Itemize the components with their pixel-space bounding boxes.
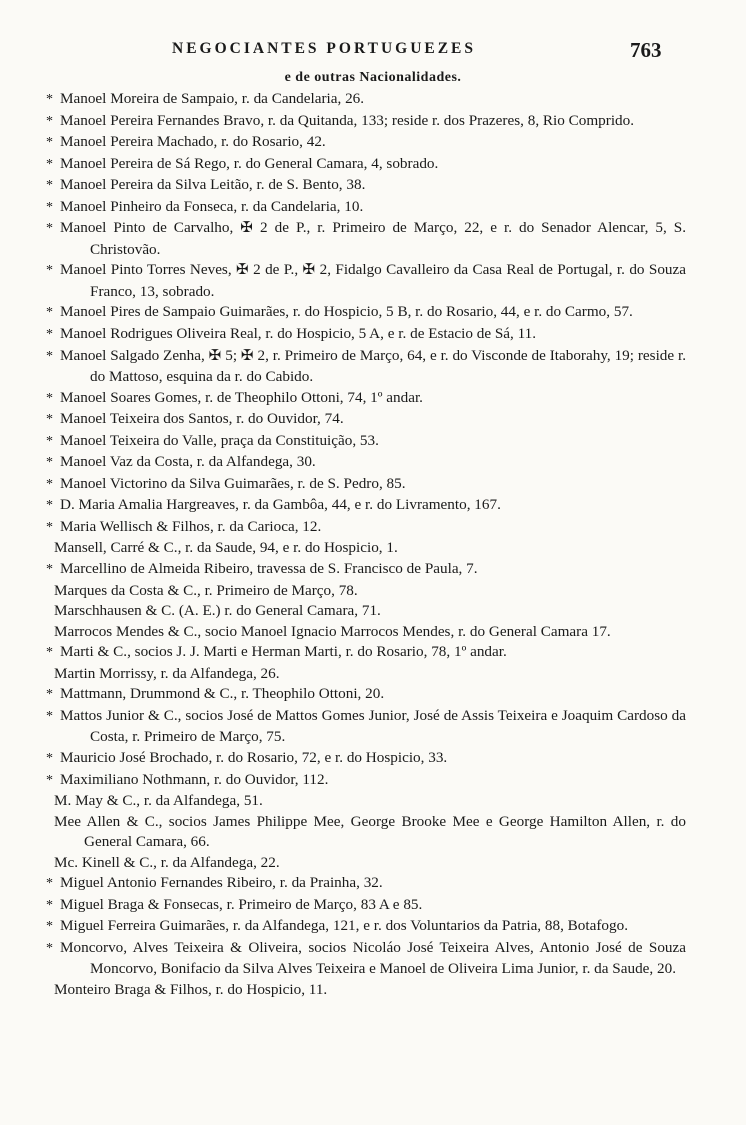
list-item xyxy=(0,812,746,853)
entry-text: M. May & C., r. da Alfandega, 51. xyxy=(54,792,263,810)
entry-text: Manoel Soares Gomes, r. de Theophilo Ottoni, 74, 1º andar. xyxy=(60,388,423,406)
entry-text: Manoel Moreira de Sampaio, r. da Candelaria, 26. xyxy=(60,90,365,107)
list-item xyxy=(0,538,746,559)
entry-text: Miguel Ferreira Guimarães, r. da Alfandega, 121, e r. dos Voluntarios da Patria, 88, Botafogo. xyxy=(60,917,628,935)
entry-text: Martin Morrissy, r. da Alfandega, 26. xyxy=(54,664,280,682)
list-item xyxy=(0,622,746,643)
list-item: * Manoel Pereira Machado, r. do Rosario, 42. xyxy=(46,133,326,151)
list-item: * Manoel Victorino da Silva Guimarães, r. de S. Pedro, 85. xyxy=(46,474,406,492)
list-item: * Moncorvo, Alves Teixeira & Oliveira, socios Nicoláo José Teixeira Alves, Antonio José de Souza Moncorvo, Bonifacio da Silva Alves Teixeira e Manoel de Oliveira Lima Junior, r. da Saude, 20. xyxy=(46,938,686,978)
entry-text: Manoel Pinto de Carvalho, ✠ 2 de P., r. Primeiro de Março, 22, e r. do Senador Alencar, 5, S. Christovão. xyxy=(60,219,686,258)
entry-text: Manoel Pinto Torres Neves, ✠ 2 de P., ✠ 2, Fidalgo Cavalleiro da Casa Real de Portugal, r. do Souza Franco, 13, sobrado. xyxy=(60,261,686,300)
entry-text: Miguel Braga & Fonsecas, r. Primeiro de Março, 83 A e 85. xyxy=(60,895,423,913)
list-item: * Manoel Pinto Torres Neves, ✠ 2 de P., ✠ 2, Fidalgo Cavalleiro da Casa Real de Portugal, r. do Souza Franco, 13, sobrado. xyxy=(46,261,686,300)
list-item: * Manoel Vaz da Costa, r. da Alfandega, 30. xyxy=(46,453,316,471)
list-item: * D. Maria Amalia Hargreaves, r. da Gambôa, 44, e r. do Livramento, 167. xyxy=(46,496,501,514)
entry-text: Manoel Vaz da Costa, r. da Alfandega, 30. xyxy=(60,453,316,471)
list-item: * Manoel Salgado Zenha, ✠ 5; ✠ 2, r. Primeiro de Março, 64, e r. do Visconde de Itaborahy, 19; reside r. do Mattoso, esquina da r. do Cabido. xyxy=(46,346,686,386)
entry-text: Marti & C., socios J. J. Marti e Herman Marti, r. do Rosario, 78, 1º andar. xyxy=(60,643,507,661)
list-item: * Manoel Pereira de Sá Rego, r. do General Camara, 4, sobrado. xyxy=(46,154,439,172)
list-item: * Manoel Pinheiro da Fonseca, r. da Candelaria, 10. xyxy=(46,197,364,215)
list-item xyxy=(0,791,746,812)
entry-text: Mattmann, Drummond & C., r. Theophilo Ottoni, 20. xyxy=(60,685,385,703)
list-item: * Manoel Pinto de Carvalho, ✠ 2 de P., r. Primeiro de Março, 22, e r. do Senador Alencar, 5, S. Christovão. xyxy=(46,219,686,258)
list-item: * Manoel Teixeira do Valle, praça da Constituição, 53. xyxy=(46,431,379,449)
list-item xyxy=(0,601,746,622)
entry-text: Manoel Rodrigues Oliveira Real, r. do Hospicio, 5 A, e r. de Estacio de Sá, 11. xyxy=(60,325,537,343)
entry-text: Manoel Pereira Machado, r. do Rosario, 42. xyxy=(60,133,326,151)
list-item: * Mattos Junior & C., socios José de Mattos Gomes Junior, José de Assis Teixeira e Joaquim Cardoso da Costa, r. Primeiro de Março, 75. xyxy=(46,706,686,746)
list-item: * Marti & C., socios J. J. Marti e Herman Marti, r. do Rosario, 78, 1º andar. xyxy=(46,643,507,661)
entry-text: Manoel Pereira da Silva Leitão, r. de S. Bento, 38. xyxy=(60,176,366,194)
entry-text: Maria Wellisch & Filhos, r. da Carioca, 12. xyxy=(60,517,322,535)
entry-text: Manoel Teixeira do Valle, praça da Constituição, 53. xyxy=(60,431,379,449)
list-item xyxy=(0,853,746,874)
list-item xyxy=(0,581,746,602)
entry-text: Manoel Pereira de Sá Rego, r. do General Camara, 4, sobrado. xyxy=(60,154,439,172)
list-item: * Miguel Ferreira Guimarães, r. da Alfandega, 121, e r. dos Voluntarios da Patria, 88, Botafogo. xyxy=(46,917,628,935)
page-number: 763 xyxy=(630,38,662,62)
running-title: NEGOCIANTES PORTUGUEZES xyxy=(172,40,477,57)
list-item: * Manoel Pereira Fernandes Bravo, r. da Quitanda, 133; reside r. dos Prazeres, 8, Rio Comprido. xyxy=(46,111,635,129)
entry-text: Marcellino de Almeida Ribeiro, travessa de S. Francisco de Paula, 7. xyxy=(60,560,478,578)
list-item: * Manoel Pereira da Silva Leitão, r. de S. Bento, 38. xyxy=(46,176,366,194)
list-item: * Maximiliano Nothmann, r. do Ouvidor, 112. xyxy=(46,770,329,788)
entry-text: D. Maria Amalia Hargreaves, r. da Gambôa, 44, e r. do Livramento, 167. xyxy=(60,496,501,514)
page-header xyxy=(0,38,746,68)
list-item xyxy=(0,664,746,685)
list-item: * Miguel Braga & Fonsecas, r. Primeiro de Março, 83 A e 85. xyxy=(46,895,423,913)
entry-text: Moncorvo, Alves Teixeira & Oliveira, socios Nicoláo José Teixeira Alves, Antonio José de Souza Moncorvo, Bonifacio da Silva Alves Teixeira e Manoel de Oliveira Lima Junior, r. da Saude, 20. xyxy=(60,938,686,978)
list-item: * Manoel Pires de Sampaio Guimarães, r. do Hospicio, 5 B, r. do Rosario, 44, e r. do Carmo, 57. xyxy=(46,303,633,321)
list-item: * Maria Wellisch & Filhos, r. da Carioca, 12. xyxy=(46,517,322,535)
entry-text: Manoel Victorino da Silva Guimarães, r. de S. Pedro, 85. xyxy=(60,474,406,492)
entry-text: Manoel Salgado Zenha, ✠ 5; ✠ 2, r. Primeiro de Março, 64, e r. do Visconde de Itaborahy, 19; reside r. do Mattoso, esquina da r. do Cabido. xyxy=(60,346,686,386)
entry-text: Marques da Costa & C., r. Primeiro de Março, 78. xyxy=(54,581,358,599)
entry-text: Mauricio José Brochado, r. do Rosario, 72, e r. do Hospicio, 33. xyxy=(60,748,448,766)
entry-text: Manoel Pires de Sampaio Guimarães, r. do Hospicio, 5 B, r. do Rosario, 44, e r. do Carmo, 57. xyxy=(60,303,633,321)
entry-text: Maximiliano Nothmann, r. do Ouvidor, 112. xyxy=(60,770,329,788)
list-item xyxy=(0,980,746,1001)
list-item: * Marcellino de Almeida Ribeiro, travessa de S. Francisco de Paula, 7. xyxy=(46,560,478,578)
section-subtitle: e de outras Nacionalidades. xyxy=(284,70,462,85)
entry-text: Marrocos Mendes & C., socio Manoel Ignacio Marrocos Mendes, r. do General Camara 17. xyxy=(54,622,611,640)
entry-text: Marschhausen & C. (A. E.) r. do General Camara, 71. xyxy=(54,602,381,620)
list-item: * Miguel Antonio Fernandes Ribeiro, r. da Prainha, 32. xyxy=(46,874,383,892)
merchant-list xyxy=(0,89,746,1001)
list-item: * Manoel Teixeira dos Santos, r. do Ouvidor, 74. xyxy=(46,410,344,428)
entry-text: Manoel Teixeira dos Santos, r. do Ouvidor, 74. xyxy=(60,410,344,428)
entry-text: Mansell, Carré & C., r. da Saude, 94, e r. do Hospicio, 1. xyxy=(54,539,398,557)
entry-text: Mee Allen & C., socios James Philippe Mee, George Brooke Mee e George Hamilton Allen, r. do General Camara, 66. xyxy=(54,812,686,851)
list-item: * Manoel Rodrigues Oliveira Real, r. do Hospicio, 5 A, e r. de Estacio de Sá, 11. xyxy=(46,325,537,343)
entry-text: Miguel Antonio Fernandes Ribeiro, r. da Prainha, 32. xyxy=(60,874,383,892)
entry-text: Manoel Pinheiro da Fonseca, r. da Candelaria, 10. xyxy=(60,197,364,215)
entry-text: Mattos Junior & C., socios José de Mattos Gomes Junior, José de Assis Teixeira e Joaquim Cardoso da Costa, r. Primeiro de Março, 75. xyxy=(60,706,686,746)
entry-text: Mc. Kinell & C., r. da Alfandega, 22. xyxy=(54,853,280,871)
list-item: * Mattmann, Drummond & C., r. Theophilo Ottoni, 20. xyxy=(46,685,385,703)
list-item: * Mauricio José Brochado, r. do Rosario, 72, e r. do Hospicio, 33. xyxy=(46,748,448,766)
entry-text: Manoel Pereira Fernandes Bravo, r. da Quitanda, 133; reside r. dos Prazeres, 8, Rio Comprido. xyxy=(60,111,635,129)
entry-text: Monteiro Braga & Filhos, r. do Hospicio, 11. xyxy=(54,980,328,998)
list-item: * Manoel Moreira de Sampaio, r. da Candelaria, 26. xyxy=(46,90,365,107)
list-item: * Manoel Soares Gomes, r. de Theophilo Ottoni, 74, 1º andar. xyxy=(46,388,423,406)
